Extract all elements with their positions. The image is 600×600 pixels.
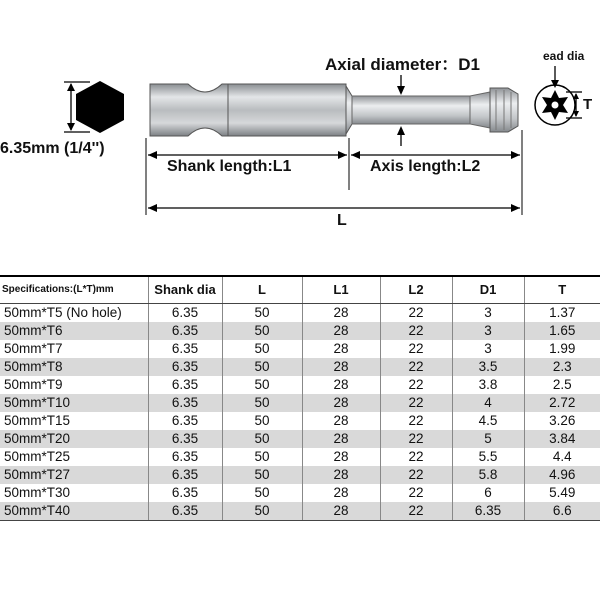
cell-t: 2.72 [524, 394, 600, 412]
cell-l1: 28 [302, 448, 380, 466]
cell-t: 4.4 [524, 448, 600, 466]
cell-d1: 3.5 [452, 358, 524, 376]
cell-spec: 50mm*T9 [4, 377, 63, 392]
table-row [0, 448, 600, 466]
table-row [0, 394, 600, 412]
cell-t: 6.6 [524, 502, 600, 521]
cell-l1: 28 [302, 322, 380, 340]
cell-t: 1.65 [524, 322, 600, 340]
overall-length-label: L [337, 212, 347, 229]
cell-spec: 50mm*T20 [0, 430, 148, 448]
header-l: L [222, 276, 302, 304]
cell-d1: 3 [452, 304, 524, 323]
cell-l: 50 [222, 430, 302, 448]
bit-drawing [0, 0, 600, 240]
table-header-row [0, 276, 600, 304]
cell-d1: 5.8 [452, 466, 524, 484]
table-row [0, 430, 600, 448]
cell-l2: 22 [380, 502, 452, 521]
header-spec: Specifications:(L*T)mm [0, 276, 148, 304]
table-row [0, 484, 600, 502]
cell-l2: 22 [380, 430, 452, 448]
cell-d1: 5 [452, 430, 524, 448]
cell-l: 50 [222, 484, 302, 502]
table-row [0, 412, 600, 430]
hex-size-label: 6.35mm (1/4'') [0, 140, 105, 157]
shank-length-label: Shank length:L1 [167, 158, 292, 175]
cell-l1: 28 [302, 502, 380, 521]
table-row [0, 466, 600, 484]
table-row [0, 304, 600, 323]
cell-shank-dia: 6.35 [148, 412, 222, 430]
cell-shank-dia: 6.35 [148, 304, 222, 323]
cell-shank-dia: 6.35 [148, 376, 222, 394]
cell-shank-dia: 6.35 [148, 394, 222, 412]
cell-shank-dia: 6.35 [148, 502, 222, 521]
cell-l: 50 [222, 412, 302, 430]
header-l1: L1 [302, 276, 380, 304]
cell-spec: 50mm*T6 [0, 322, 148, 340]
head-dia-label: ead dia [543, 49, 585, 63]
cell-t: 5.49 [524, 484, 600, 502]
cell-d1: 3.8 [452, 376, 524, 394]
cell-l1: 28 [302, 484, 380, 502]
table-row [0, 322, 600, 340]
spec-table [0, 275, 600, 521]
cell-l2: 22 [380, 340, 452, 358]
cell-spec: 50mm*T30 [4, 485, 71, 500]
table-row [0, 502, 600, 521]
cell-t: 4.96 [524, 466, 600, 484]
cell-t: 1.99 [524, 340, 600, 358]
cell-d1: 4 [452, 394, 524, 412]
cell-spec: 50mm*T7 [4, 341, 63, 356]
cell-spec: 50mm*T15 [4, 413, 71, 428]
cell-l2: 22 [380, 322, 452, 340]
cell-l: 50 [222, 466, 302, 484]
torx-head-icon [535, 85, 575, 125]
cell-spec: 50mm*T27 [0, 466, 148, 484]
cell-shank-dia: 6.35 [148, 484, 222, 502]
hex-cross-section-icon [76, 81, 124, 133]
cell-spec: 50mm*T25 [4, 449, 71, 464]
cell-shank-dia: 6.35 [148, 340, 222, 358]
cell-l: 50 [222, 322, 302, 340]
cell-l1: 28 [302, 394, 380, 412]
cell-d1: 6.35 [452, 502, 524, 521]
cell-l1: 28 [302, 358, 380, 376]
cell-t: 2.3 [524, 358, 600, 376]
cell-shank-dia: 6.35 [148, 322, 222, 340]
cell-l2: 22 [380, 412, 452, 430]
bit-diagram [0, 0, 600, 240]
cell-spec: 50mm*T8 [0, 358, 148, 376]
table-row [0, 340, 600, 358]
cell-l1: 28 [302, 412, 380, 430]
cell-shank-dia: 6.35 [148, 448, 222, 466]
cell-shank-dia: 6.35 [148, 466, 222, 484]
cell-d1: 5.5 [452, 448, 524, 466]
cell-l: 50 [222, 394, 302, 412]
cell-l: 50 [222, 376, 302, 394]
cell-l1: 28 [302, 304, 380, 323]
cell-d1: 3 [452, 340, 524, 358]
cell-spec: 50mm*T5 (No hole) [4, 305, 122, 320]
cell-t: 2.5 [524, 376, 600, 394]
cell-l2: 22 [380, 394, 452, 412]
cell-shank-dia: 6.35 [148, 430, 222, 448]
header-shank-dia: Shank dia [148, 276, 222, 304]
table-row [0, 376, 600, 394]
cell-spec: 50mm*T10 [0, 394, 148, 412]
cell-l: 50 [222, 358, 302, 376]
header-t: T [524, 276, 600, 304]
cell-l: 50 [222, 304, 302, 323]
cell-l: 50 [222, 502, 302, 521]
cell-spec: 50mm*T40 [0, 502, 148, 521]
cell-l1: 28 [302, 466, 380, 484]
cell-l2: 22 [380, 358, 452, 376]
cell-shank-dia: 6.35 [148, 358, 222, 376]
cell-d1: 4.5 [452, 412, 524, 430]
bit-body [150, 84, 518, 136]
cell-l2: 22 [380, 304, 452, 323]
cell-d1: 6 [452, 484, 524, 502]
cell-l2: 22 [380, 376, 452, 394]
cell-l1: 28 [302, 376, 380, 394]
cell-l1: 28 [302, 430, 380, 448]
cell-t: 3.84 [524, 430, 600, 448]
cell-d1: 3 [452, 322, 524, 340]
t-label: T [583, 96, 593, 113]
cell-l1: 28 [302, 340, 380, 358]
cell-l: 50 [222, 340, 302, 358]
cell-l2: 22 [380, 448, 452, 466]
axis-length-label: Axis length:L2 [370, 158, 481, 175]
axial-diameter-label: Axial diameter：D1 [325, 55, 480, 74]
header-l2: L2 [380, 276, 452, 304]
cell-t: 1.37 [524, 304, 600, 323]
cell-l2: 22 [380, 484, 452, 502]
cell-l2: 22 [380, 466, 452, 484]
table-row [0, 358, 600, 376]
spec-table-body [0, 304, 600, 521]
cell-t: 3.26 [524, 412, 600, 430]
header-d1: D1 [452, 276, 524, 304]
cell-l: 50 [222, 448, 302, 466]
